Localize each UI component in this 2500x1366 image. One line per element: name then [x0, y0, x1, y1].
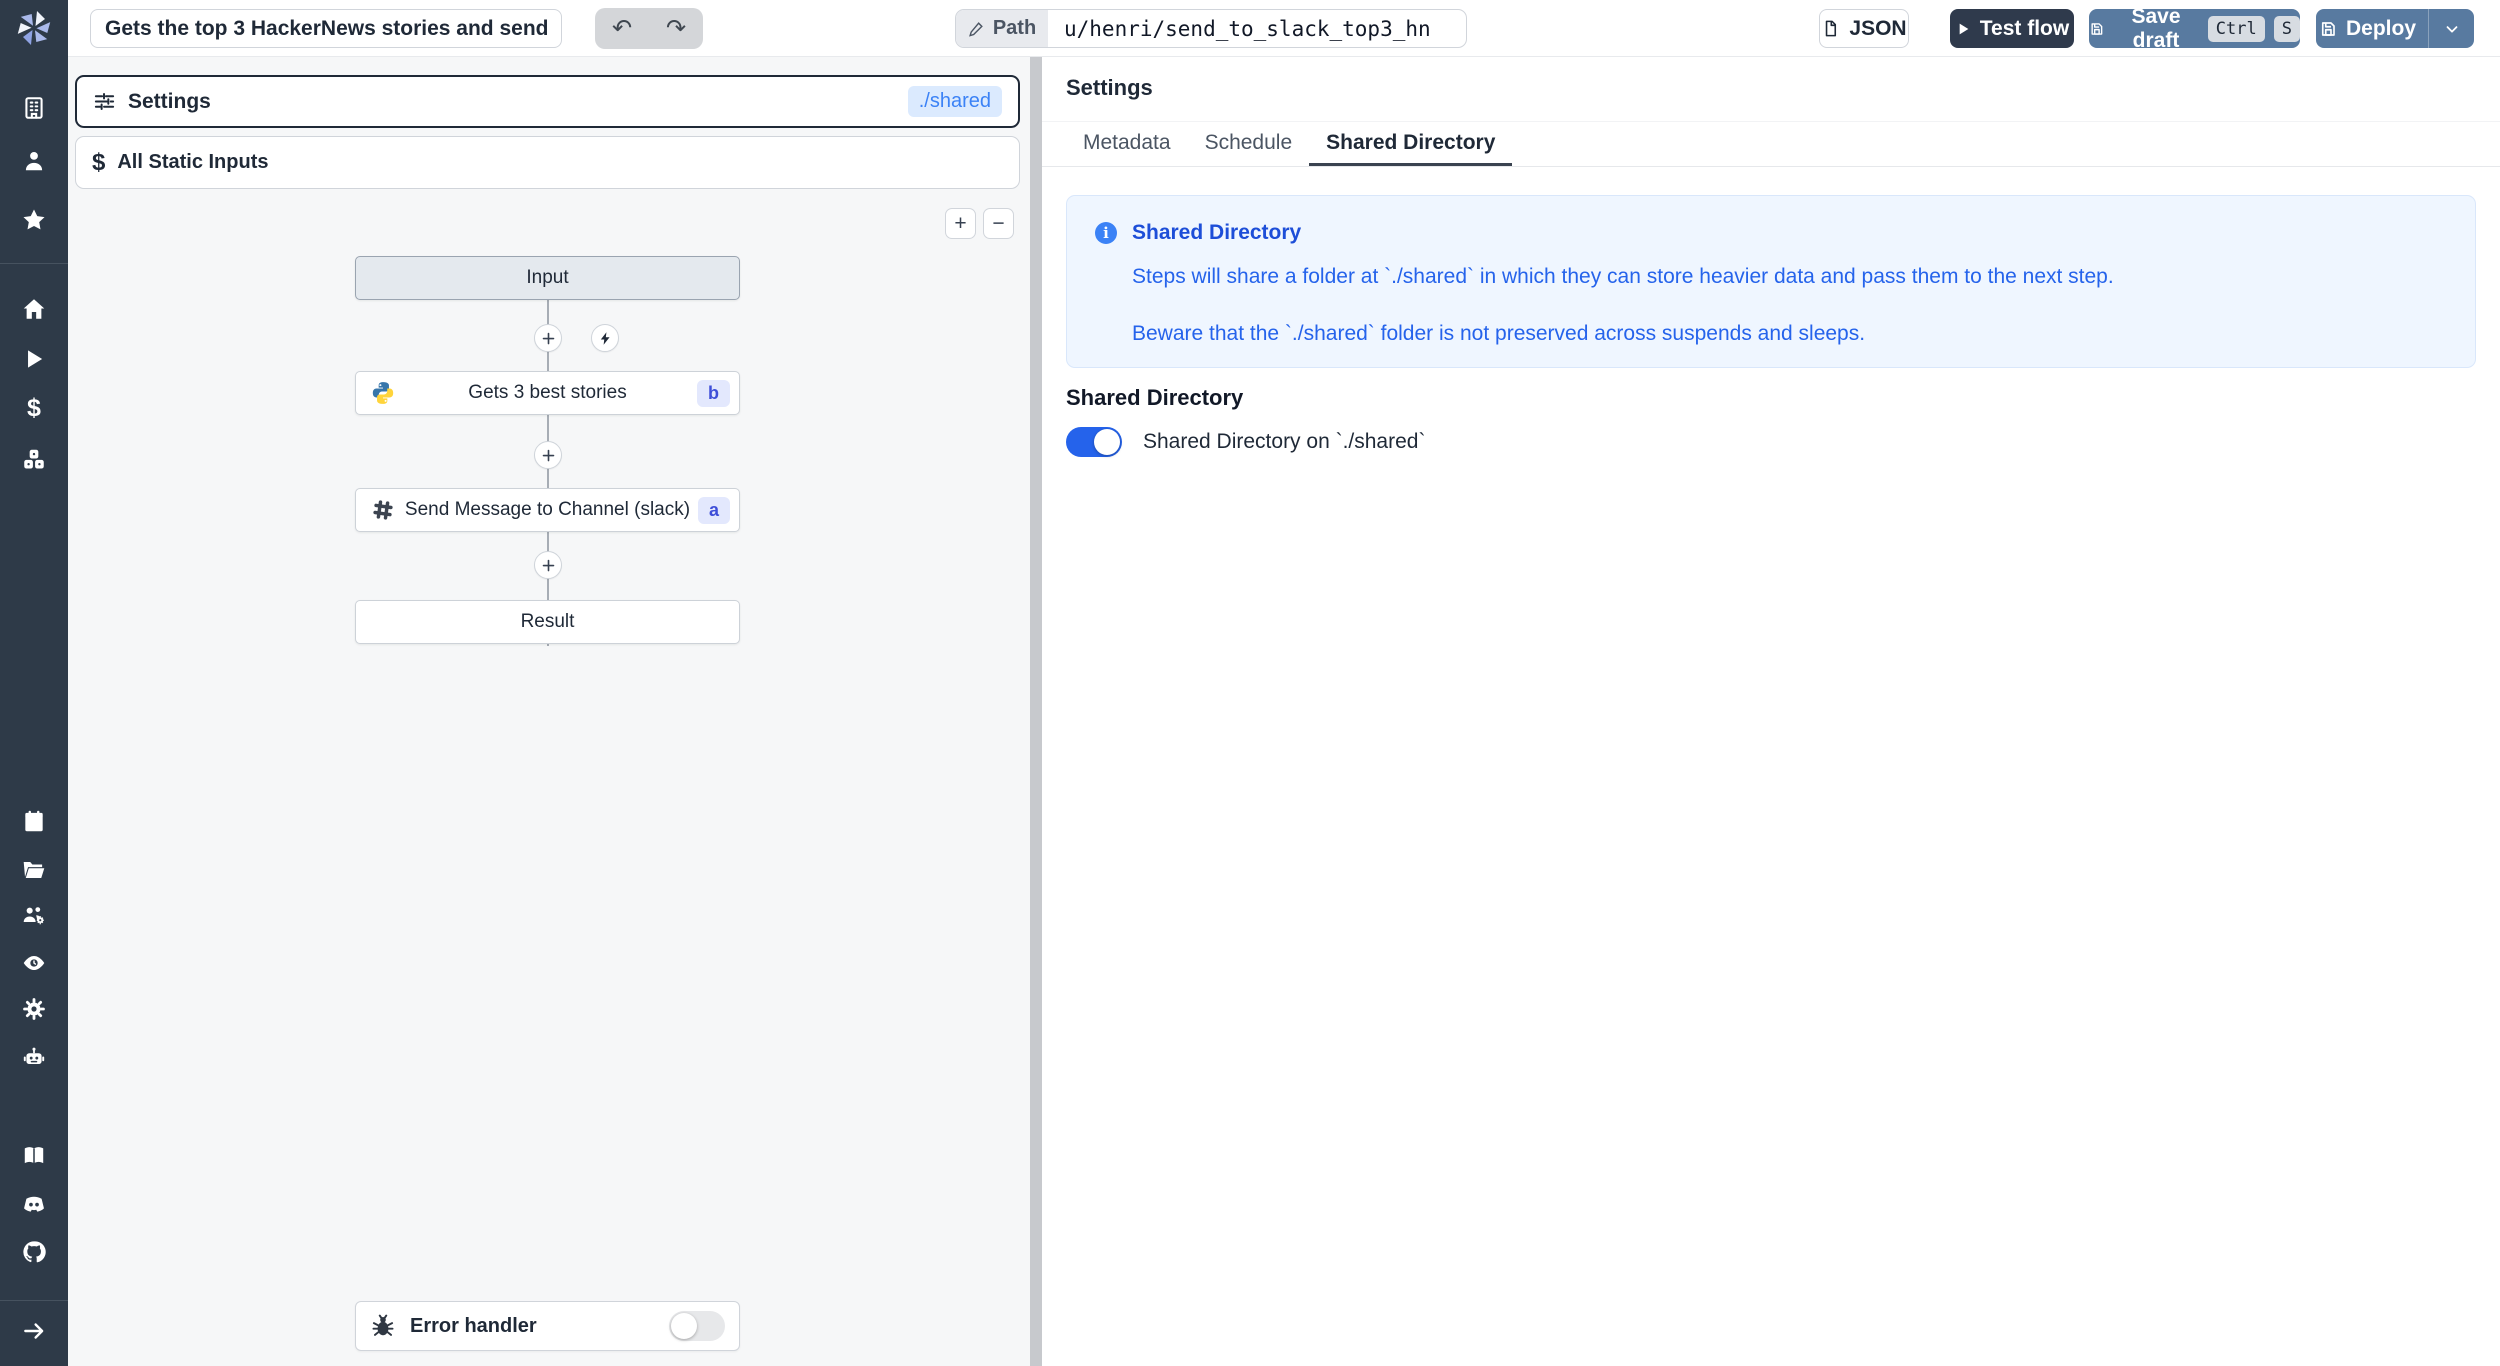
- step-node-b[interactable]: Gets 3 best stories b: [355, 371, 740, 415]
- home-icon[interactable]: [0, 289, 68, 329]
- github-icon[interactable]: [0, 1232, 68, 1272]
- folders-icon[interactable]: [0, 849, 68, 889]
- panel-splitter[interactable]: [1030, 57, 1042, 1366]
- add-trigger-button[interactable]: [591, 324, 619, 352]
- groups-users-gear-icon[interactable]: [0, 895, 68, 935]
- bug-icon: [370, 1313, 396, 1339]
- path-label: Path: [956, 10, 1048, 47]
- settings-tabs: [1042, 121, 2500, 167]
- tab-metadata[interactable]: Metadata: [1083, 130, 1171, 154]
- settings-gear-icon[interactable]: [0, 989, 68, 1029]
- undo-button[interactable]: ↶: [595, 8, 649, 49]
- all-static-inputs-box[interactable]: [75, 136, 1020, 189]
- path-value[interactable]: u/henri/send_to_slack_top3_hn: [1064, 16, 1431, 41]
- windmill-logo[interactable]: [14, 8, 54, 48]
- flow-settings-label: Settings: [128, 89, 211, 113]
- kbd-ctrl: Ctrl: [2208, 16, 2265, 42]
- add-step-button[interactable]: [534, 551, 562, 579]
- redo-button[interactable]: ↷: [649, 8, 703, 49]
- variables-dollar-icon[interactable]: $: [27, 393, 41, 422]
- workspace-building-icon[interactable]: [0, 88, 68, 128]
- all-static-inputs-label: All Static Inputs: [117, 151, 269, 173]
- step-id-badge: a: [698, 497, 730, 524]
- test-flow-button[interactable]: Test flow: [1950, 9, 2074, 48]
- kbd-s: S: [2274, 16, 2300, 42]
- lightning-icon: [598, 331, 613, 346]
- error-handler-node[interactable]: [355, 1301, 740, 1351]
- undo-redo-group: [595, 8, 703, 49]
- add-step-button[interactable]: [534, 324, 562, 352]
- add-step-button[interactable]: [534, 441, 562, 469]
- favorites-star-icon[interactable]: [0, 200, 68, 240]
- deploy-button[interactable]: Deploy: [2316, 9, 2419, 48]
- flow-graph: [355, 256, 740, 656]
- info-title: Shared Directory: [1132, 221, 1302, 244]
- settings-panel-title: Settings: [1066, 75, 1153, 100]
- info-line-1: Steps will share a folder at `./shared` in which they can store heavier data and pass them to the next step.: [1132, 265, 2114, 288]
- schedules-calendar-icon[interactable]: [0, 801, 68, 841]
- pencil-icon: [968, 20, 985, 37]
- sidebar: [0, 0, 68, 1366]
- resources-bricks-icon[interactable]: [0, 439, 68, 479]
- sidebar-divider: [0, 1300, 68, 1301]
- topbar: [68, 0, 2500, 57]
- settings-panel: [1042, 57, 2500, 1366]
- deploy-split-button: [2316, 9, 2474, 48]
- play-icon: [1955, 21, 1971, 37]
- flow-summary-input[interactable]: [90, 9, 562, 48]
- zoom-in-button[interactable]: +: [945, 208, 976, 239]
- result-node[interactable]: Result: [355, 600, 740, 644]
- runs-play-icon[interactable]: [0, 339, 68, 379]
- ai-robot-icon[interactable]: [0, 1037, 68, 1077]
- flow-panel: [68, 57, 1030, 1366]
- deploy-more-chevron[interactable]: [2428, 9, 2474, 48]
- dollar-icon: $: [92, 148, 106, 176]
- shared-directory-toggle[interactable]: [1066, 427, 1122, 457]
- json-button[interactable]: JSON: [1819, 9, 1909, 48]
- info-line-2: Beware that the `./shared` folder is not preserved across suspends and sleeps.: [1132, 322, 1866, 345]
- canvas-zoom-controls: [945, 208, 1014, 239]
- audit-logs-eye-icon[interactable]: [0, 943, 68, 983]
- plus-icon: [541, 331, 556, 346]
- docs-book-icon[interactable]: [0, 1136, 68, 1176]
- error-handler-label: Error handler: [410, 1314, 537, 1337]
- tab-shared-directory[interactable]: Shared Directory: [1309, 122, 1512, 166]
- sliders-icon: [93, 90, 116, 113]
- shared-directory-toggle-row: [1066, 427, 1425, 457]
- zoom-out-button[interactable]: −: [983, 208, 1014, 239]
- plus-icon: [541, 558, 556, 573]
- tab-schedule[interactable]: Schedule: [1204, 130, 1293, 154]
- plus-icon: [541, 448, 556, 463]
- chevron-down-icon: [2443, 20, 2461, 38]
- save-draft-button[interactable]: Save draft Ctrl S: [2089, 9, 2300, 48]
- expand-sidebar-arrow-icon[interactable]: [0, 1311, 68, 1351]
- shared-directory-badge: ./shared: [908, 86, 1002, 117]
- shared-directory-section-title: Shared Directory: [1066, 385, 1244, 410]
- step-node-a[interactable]: Send Message to Channel (slack) a: [355, 488, 740, 532]
- discord-icon[interactable]: [0, 1184, 68, 1224]
- save-icon: [2319, 20, 2337, 38]
- shared-directory-toggle-label: Shared Directory on `./shared`: [1143, 430, 1426, 453]
- input-node[interactable]: Input: [355, 256, 740, 300]
- flow-settings-box[interactable]: [75, 75, 1020, 128]
- error-handler-toggle[interactable]: [669, 1311, 725, 1341]
- sidebar-divider: [0, 263, 68, 264]
- save-icon: [2089, 20, 2104, 38]
- info-icon: i: [1095, 222, 1117, 244]
- user-icon[interactable]: [0, 141, 68, 181]
- file-icon: [1821, 19, 1840, 38]
- shared-directory-info-box: [1066, 195, 2476, 368]
- path-field[interactable]: [955, 9, 1467, 48]
- step-id-badge: b: [697, 380, 730, 407]
